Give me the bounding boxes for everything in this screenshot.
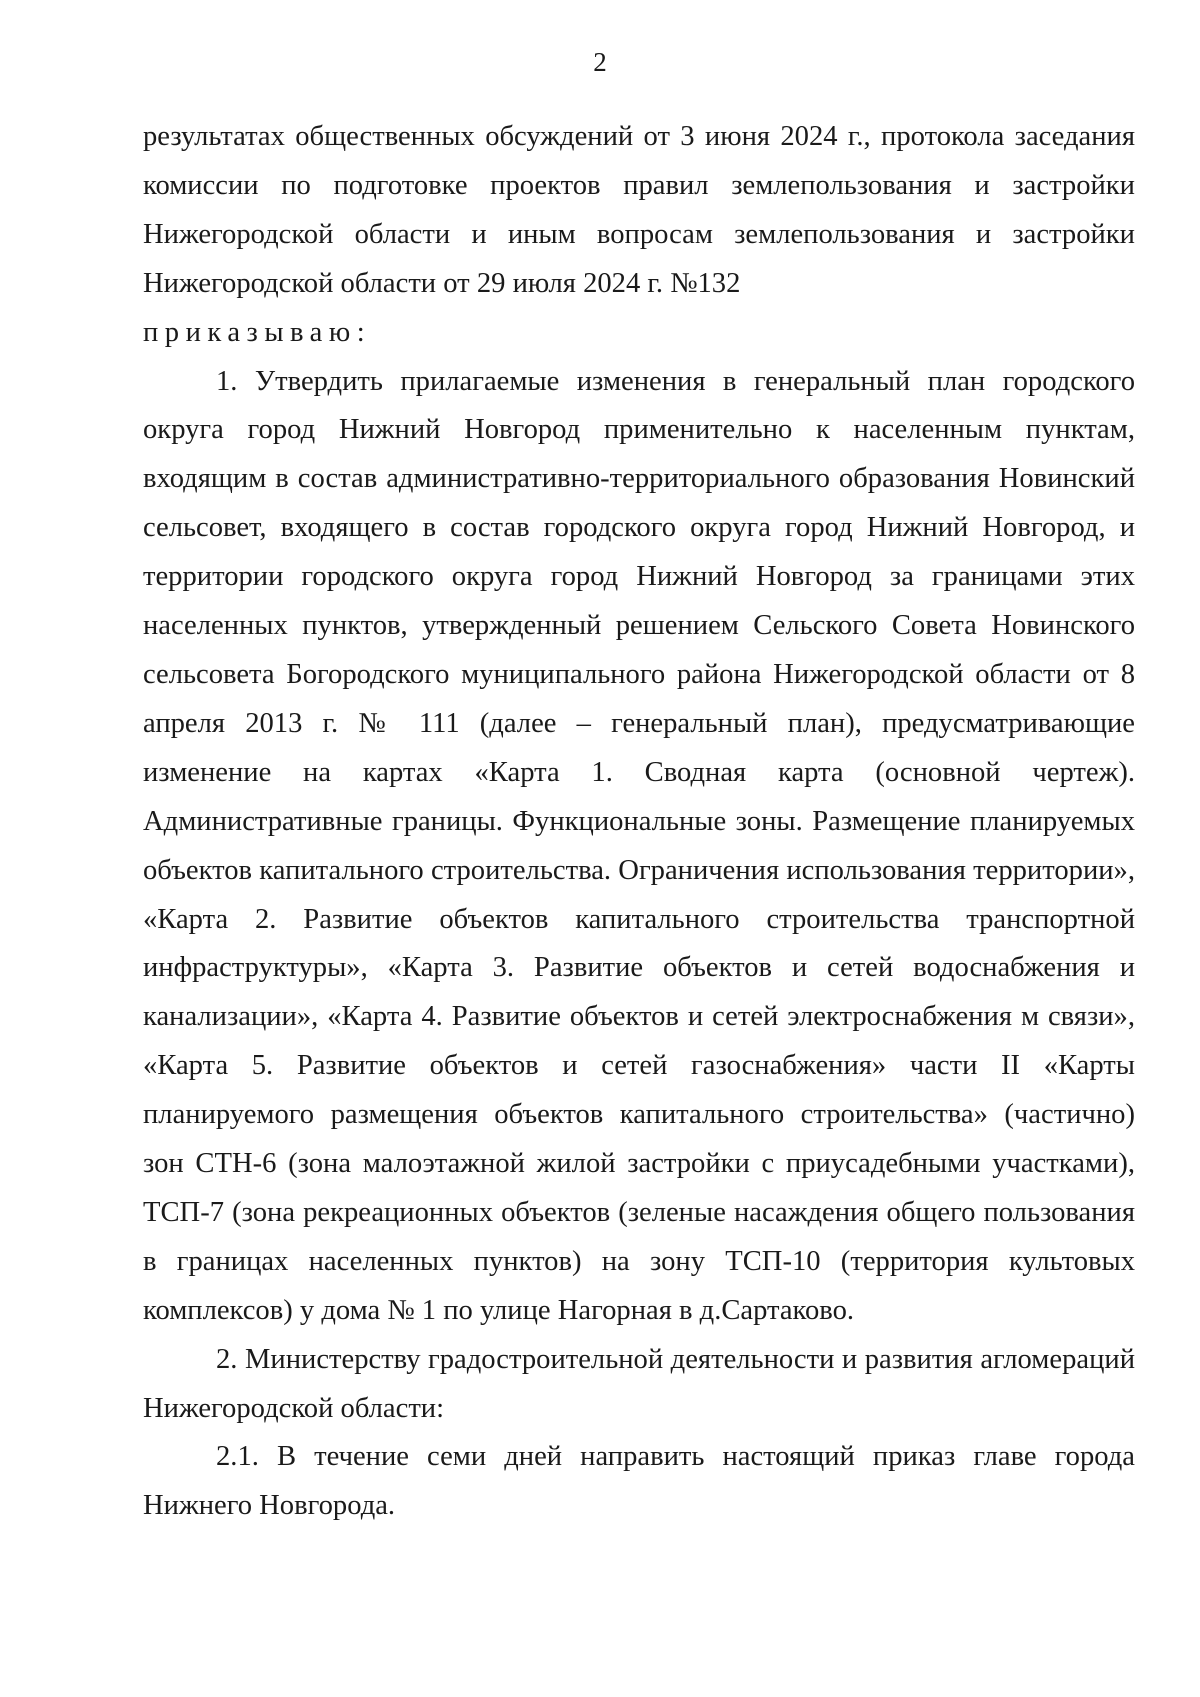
paragraph-item-2-1: 2.1. В течение семи дней направить настоящий приказ главе города Нижнего Новгорода. xyxy=(143,1441,1135,1522)
document-body xyxy=(143,113,1135,1531)
page-number: 2 xyxy=(593,47,607,77)
paragraph-item-1: 1. Утвердить прилагаемые изменения в генеральный план городского округа город Нижний Новгород применительно к населенным пунктам, входящим в состав административно-территориального образования Новинский сельсовет, входящего в состав городского округа город Нижний Новгород, и территории городского округа город Нижний Новгород за границами этих населенных пунктов, утвержденный решением Сельского Совета Новинского сельсовета Богородского муниципального района Нижегородской области от 8 апреля 2013 г. № 111 (далее – генеральный план), предусматривающие изменение на картах «Карта 1. Сводная карта (основной чертеж). Административные границы. Функциональные зоны. Размещение планируемых объектов капитального строительства. Ограничения использования территории», «Карта 2. Развитие объектов капитального строительства транспортной инфраструктуры», «Карта 3. Развитие объектов и сетей водоснабжения и канализации», «Карта 4. Развитие объектов и сетей электроснабжения м связи», «Карта 5. Развитие объектов и сетей газоснабжения» части II «Карты планируемого размещения объектов капитального строительства» (частично) зон СТН-6 (зона малоэтажной жилой застройки с приусадебными участками), ТСП-7 (зона рекреационных объектов (зеленые насаждения общего пользования в границах населенных пунктов) на зону ТСП-10 (территория культовых комплексов) у дома № 1 по улице Нагорная в д.Сартаково. xyxy=(143,365,1135,1326)
paragraph-intro: результатах общественных обсуждений от 3 июня 2024 г., протокола заседания комиссии по подготовке проектов правил землепользования и застройки Нижегородской области и иным вопросам землепользования и застройки Нижегородской области от 29 июля 2024 г. №132 xyxy=(143,121,1135,299)
order-word: приказываю: xyxy=(143,316,372,348)
paragraph-item-2: 2. Министерству градостроительной деятельности и развития агломераций Нижегородской области: xyxy=(143,1343,1135,1424)
